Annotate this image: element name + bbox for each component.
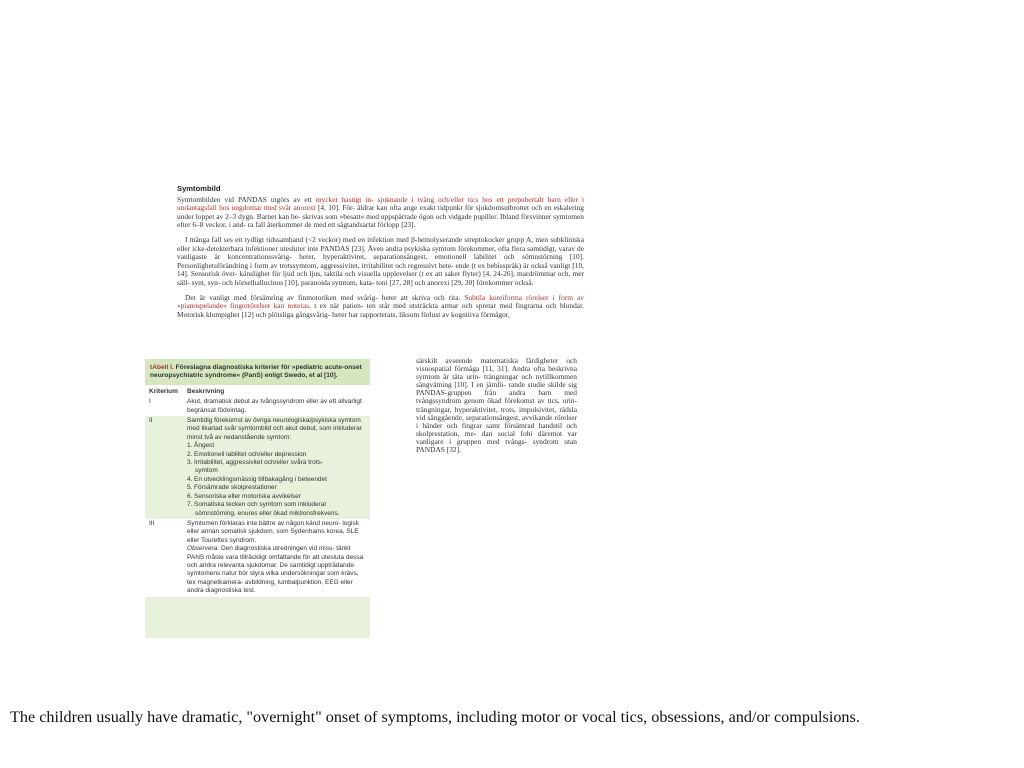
- paragraph-2: I många fall ses ett tydligt tidssamband (<2 veckor) med en infektion med β-hemolyserande streptokocker grupp A, men subkliniska eller icke-detekterbara infektioner utesluter inte PANDAS [23]. Även andra psykiska symtom förekommer, ofta flera samtidigt, varav de vanligaste är koncentrationssvårig- heter, hyperaktivitet, separationsångest, emotionell labilitet och sömnstörning [10]. Personlighetsförändring i form av trotssymtom, aggressivitet, irritabilitet och regressivt bete- ende (t ex bebisspråk) är också vanligt [10, 14]. Sensorisk över- känslighet för ljud och ljus, taktila och visuella upplevelser (t ex att saker flyter) [4, 24-26], mardrömmar och, mer säll- synt, syn- och hörselhallucinos [10], paranoida symtom, kata- toni [27, 28] och anorexi [29, 30] förekommer också.: [177, 234, 584, 287]
- criteria-table: [145, 359, 370, 638]
- list-item: 6. Sensoriska eller motoriska avvikelser: [187, 492, 301, 500]
- p1-end: [4, 10]. För- äldrar kan ofta ange exakt tidpunkt för sjukdomsutbrottet och en eskalering under loppet av 2–3 dygn. Barnet kan be- skrivas som »besatt« med uppspärrade ögon och vidgade pupiller. Ibland försvinner symtomen efter 6–8 veckor, i and- ra fall återkommer de med ett sågtandsartat förlopp [23].: [177, 203, 584, 230]
- header-criterion: Kriterium: [149, 387, 178, 395]
- table-row: [145, 519, 370, 597]
- row-text: Samtidig förekomst av övriga neurologiska/psykiska symtom med likartad svår symtombild och akut debut, som inkluderar minst två av nedanstående symtom:: [187, 417, 362, 441]
- table-row: [145, 397, 370, 416]
- p1-start: Symtombilden vid PANDAS utgörs av ett: [177, 194, 316, 204]
- list-item: 2. Emotionell labilitet och/eller depression: [187, 450, 307, 458]
- list-item: 3. Irritabilitet, aggressivitet och/eller svåra trots-: [187, 459, 323, 467]
- note-label: Observera:: [187, 545, 220, 553]
- list-item: 5. Försämrade skolprestationer: [187, 484, 277, 492]
- paragraph-3: [177, 294, 584, 320]
- slide-caption: The children usually have dramatic, "overnight" onset of symptoms, including motor or vocal tics, obsessions, and/or compulsions.: [10, 708, 860, 726]
- row-text: Symtomen förklaras inte bättre av någon känd neuro- logisk eller annan somatisk sjukdom, som Sydenhams korea, SLE eller Tourettes syndrom.: [187, 519, 359, 544]
- row-content: [187, 520, 366, 596]
- p3-end: t ex när patien- ten står med utsträckta armar och spretar med fingrarna och blundar. Motorisk klumpighet [12] och plötsliga gångsvårig- heter har rapporterats, liksom förlust av kognitiva förmågor,: [177, 301, 584, 319]
- table-title: [145, 359, 370, 385]
- row-content: [187, 417, 366, 518]
- p3-start: Det är vanligt med försämring av finmotoriken med svårig- heter att skriva och rita.: [185, 292, 465, 302]
- article-text: [177, 185, 584, 325]
- p1-highlight: mycket hastigt in- sjuknande i tvång och/eller tics hos ett prepubertalt barn eller i undantagsfall hos ungdomar med svår anorexi: [177, 194, 584, 213]
- table-note: [187, 545, 366, 595]
- list-item: 4. En utvecklingsmässig tillbakagång i beteendet: [187, 475, 327, 483]
- row-text: Akut, dramatisk debut av tvångssyndrom eller av ett allvarligt begränsat födointag.: [187, 398, 362, 414]
- p3-highlight: Subtila koreiforma rörelser i form av »pianospelande« fingerrörelser kan noteras,: [177, 292, 584, 311]
- row-id: III: [149, 519, 155, 527]
- row-id: II: [149, 417, 153, 425]
- note-text: Den diagnostiska utredningen vid miss- tänkt PANS måste vara tillräckligt omfattande för att utesluta dessa och andra relevanta sjukdomar. De samtidigt uppträdande symtomens natur bör styra vilka undersökningar som krävs, tex magnetkamera- avbildning, lumbalpunktion, EEG eller andra diagnostiska test.: [187, 545, 364, 595]
- table-tag: tAbell I.: [150, 364, 174, 371]
- table-header: [145, 385, 370, 397]
- row-id: I: [149, 398, 151, 406]
- list-item: 1. Ångest: [187, 442, 215, 450]
- table-row: [145, 416, 370, 519]
- list-item: 7. Somatiska tecken och symtom som inkluderar: [187, 501, 327, 509]
- list-item-continued: symtom: [195, 467, 218, 475]
- paragraph-1: [177, 196, 584, 230]
- table-title-text: Föreslagna diagnostiska kriterier för »pediatric acute-onset neuropsychiatric syndrome« (PanS) enligt Swedo, et al [10].: [150, 364, 362, 380]
- section-heading: Symtombild: [177, 184, 221, 193]
- article-column-2: särskilt avseende matematiska färdigheter och visuospatial förmåga [11, 31]. Andra ofta beskrivna symtom är täta urin- trängningar och nytillkommen sängvätning [10]. I en jämfö- rande studie skilde sig PANDAS-gruppen från andra barn med tvångssyndrom genom ökad förekomst av tics, urin- trängningar, hyperaktivitet, trots, impulsivitet, rädsla vid sänggående, separationsångest, avvikande rörelser i händer och fingrar samt försämrad handstil och skolprestation, me- dan social fobi däremot var vanligare i gruppen med tvångs- syndrom utan PANDAS [32].: [416, 356, 577, 455]
- list-item-continued: sömnstörning, enures eller ökad miktionsfrekvens.: [195, 509, 340, 517]
- header-description: Beskrivning: [187, 387, 225, 395]
